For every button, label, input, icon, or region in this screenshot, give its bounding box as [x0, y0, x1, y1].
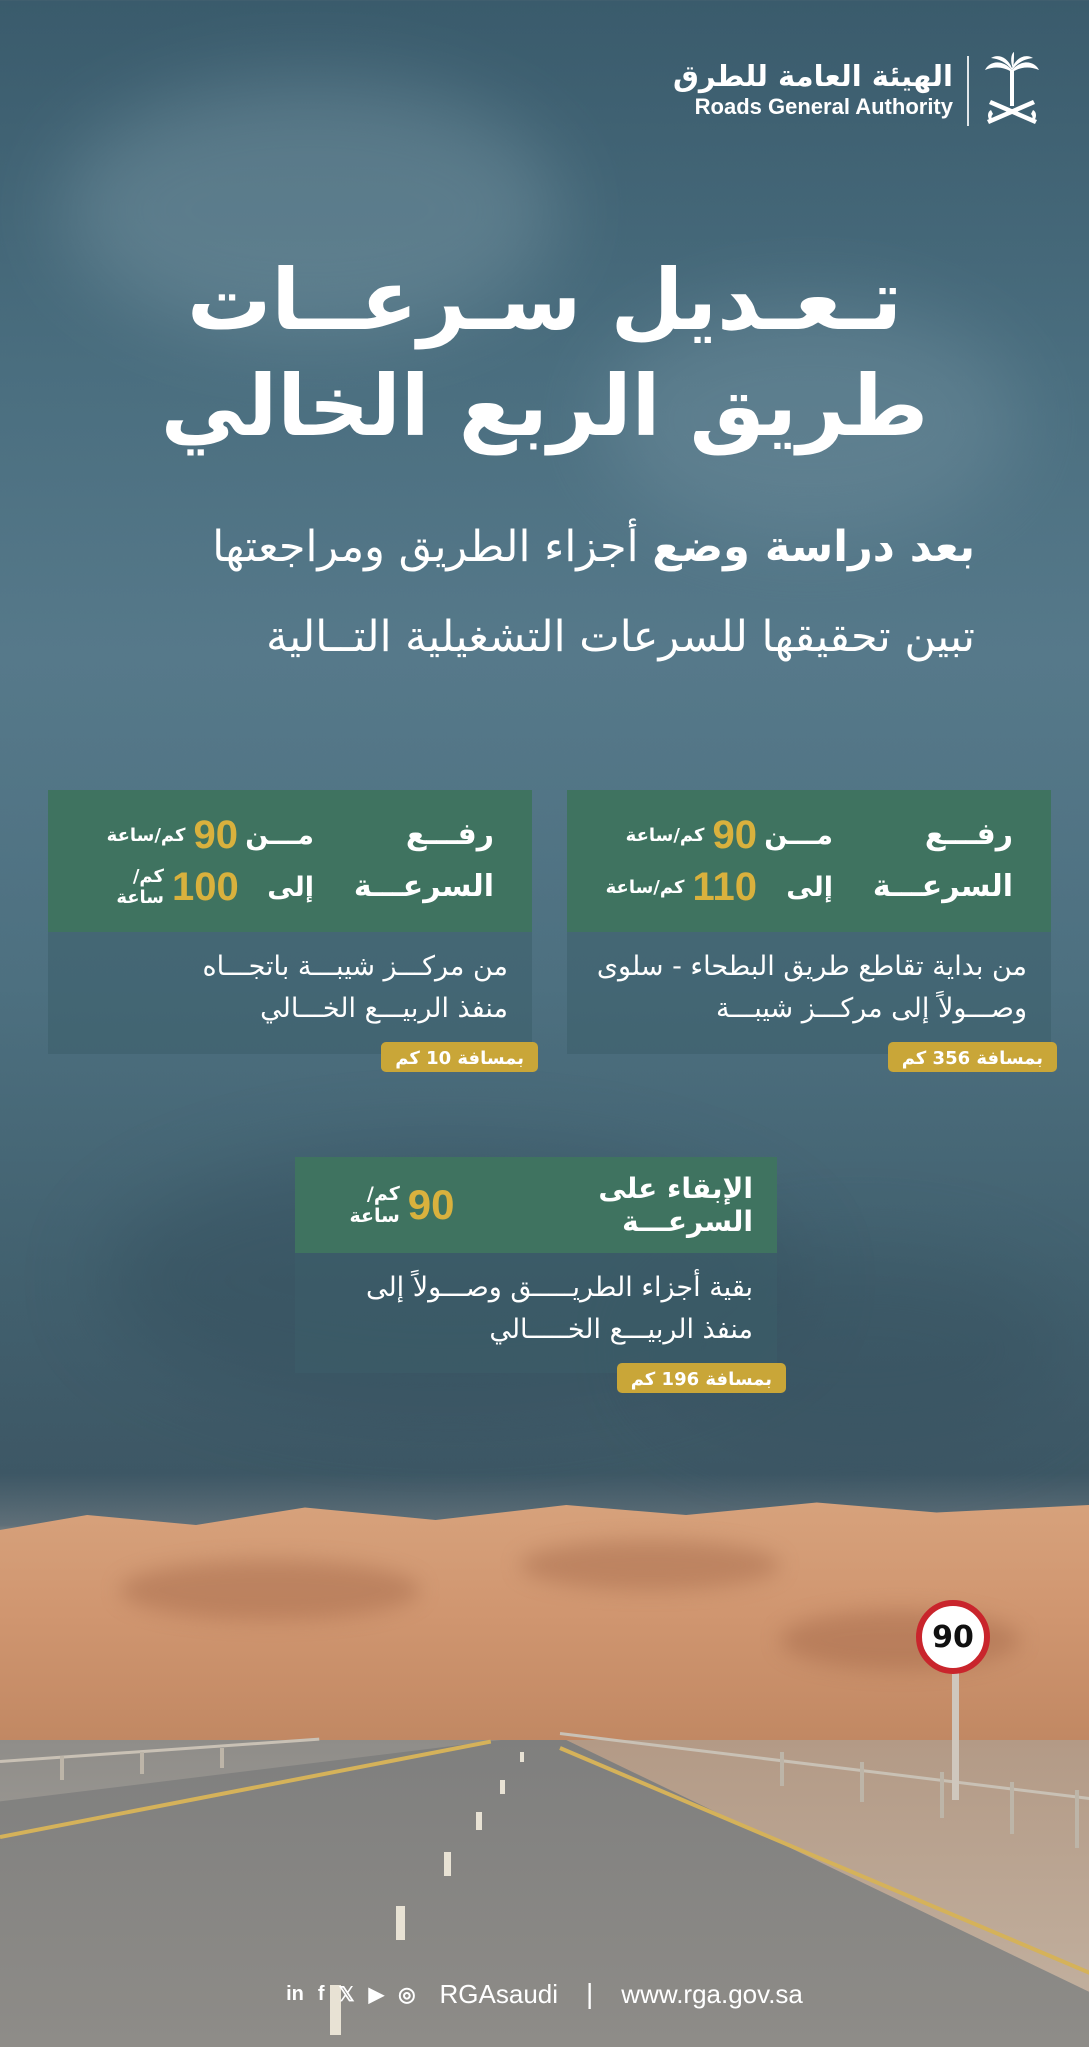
unit: كم/ساعة	[349, 1183, 400, 1227]
linkedin-icon[interactable]: in	[286, 1982, 304, 2005]
speed-limit-value: 90	[932, 1619, 974, 1655]
card-label-line1: رفـــع	[924, 817, 1013, 852]
from-word: مـــن	[764, 819, 833, 851]
sign-pole	[952, 1660, 959, 1800]
guardrail-post	[1010, 1782, 1014, 1834]
lane-marking	[476, 1812, 482, 1830]
desc-line1: من بداية تقاطع طريق البطحاء - سلوى	[596, 951, 1027, 982]
from-value: 90	[712, 812, 757, 857]
guardrail-post	[60, 1756, 64, 1780]
logo-divider	[967, 56, 969, 126]
desc-line2: وصـــولاً إلى مركـــز شيبـــة	[716, 993, 1027, 1024]
card-label	[354, 809, 494, 913]
from-row	[86, 809, 314, 861]
lane-marking	[520, 1752, 524, 1762]
subtitle-bold: بعد دراسة وضع	[652, 522, 975, 572]
to-row	[86, 861, 314, 913]
keep-value: 90	[407, 1181, 455, 1228]
to-row	[606, 861, 833, 913]
to-word: إلى	[786, 871, 833, 903]
website-link[interactable]: www.rga.gov.sa	[621, 1978, 803, 2009]
lane-marking	[444, 1852, 451, 1876]
guardrail-post	[860, 1762, 864, 1802]
speed-card-2	[48, 790, 532, 1069]
facebook-icon[interactable]: f	[317, 1982, 325, 2005]
card-description	[48, 932, 532, 1054]
card-label	[873, 809, 1013, 913]
dune-shadow	[520, 1540, 780, 1590]
card-header	[295, 1157, 777, 1253]
to-value: 100	[172, 864, 239, 909]
unit: كم/ساعة	[106, 824, 186, 846]
logo-text	[673, 61, 953, 120]
speed-values	[606, 809, 833, 913]
page-title-line2: طريق الربع الخالي	[160, 357, 929, 455]
speed-limit-sign	[916, 1600, 990, 1674]
instagram-icon[interactable]: ◎	[398, 1983, 416, 2006]
brand-name-en: Roads General Authority	[694, 94, 953, 120]
lane-marking	[500, 1780, 505, 1794]
from-word: مـــن	[245, 819, 314, 851]
card-label-line2: السرعـــة	[872, 869, 1013, 904]
unit: كم/ساعة	[625, 824, 705, 846]
card-description	[295, 1253, 777, 1373]
page-title-line1: تـعـديل سـرعــات	[187, 251, 902, 349]
card-label-line2: السرعـــة	[353, 869, 494, 904]
to-value: 110	[692, 864, 757, 909]
desc-line1: من مركـــز شيبـــة باتجـــاه	[202, 951, 508, 982]
card-header	[567, 790, 1051, 932]
footer-separator: |	[586, 1978, 594, 2009]
speed-card-1	[567, 790, 1051, 1069]
keep-speed-card	[295, 1157, 777, 1390]
distance-badge: بمسافة 196 كم	[617, 1363, 786, 1393]
to-word: إلى	[267, 871, 314, 903]
subtitle-line2: تبين تحقيقها للسرعات التشغيلية التــالية	[266, 612, 975, 662]
x-icon[interactable]: 𝕏	[338, 1983, 355, 2006]
distance-badge: بمسافة 10 كم	[381, 1042, 538, 1072]
subtitle-line1	[95, 522, 975, 574]
rga-logo	[673, 52, 1041, 130]
palm-swords-emblem-icon	[983, 52, 1041, 130]
youtube-icon[interactable]: ▶	[368, 1983, 385, 2006]
dune-shadow	[120, 1560, 420, 1620]
keep-label: الإبقاء على السرعـــة	[598, 1172, 753, 1238]
unit: كم/ساعة	[116, 866, 164, 908]
card-label-line1: رفـــع	[405, 817, 494, 852]
guardrail-post	[1075, 1790, 1079, 1848]
desc-line1: بقية أجزاء الطريـــــق وصـــولاً إلى	[365, 1272, 753, 1303]
card-header	[48, 790, 532, 932]
brand-name-ar: الهيئة العامة للطرق	[672, 59, 953, 94]
subtitle-rest: أجزاء الطريق ومراجعتها	[212, 522, 639, 572]
speed-values	[86, 809, 314, 913]
footer	[0, 1978, 1089, 2010]
desc-line2: منفذ الربيـــع الخـــــالي	[489, 1314, 753, 1345]
from-value: 90	[193, 812, 238, 857]
lane-marking	[396, 1906, 405, 1940]
unit: كم/ساعة	[605, 876, 685, 898]
social-handle[interactable]: RGAsaudi	[439, 1978, 559, 2009]
from-row	[606, 809, 833, 861]
guardrail-post	[780, 1752, 784, 1786]
guardrail-post	[940, 1772, 944, 1818]
distance-badge: بمسافة 356 كم	[888, 1042, 1057, 1072]
desc-line2: منفذ الربيـــع الخـــالي	[260, 993, 508, 1024]
guardrail-post	[220, 1748, 224, 1768]
card-description	[567, 932, 1051, 1054]
guardrail-post	[140, 1752, 144, 1774]
